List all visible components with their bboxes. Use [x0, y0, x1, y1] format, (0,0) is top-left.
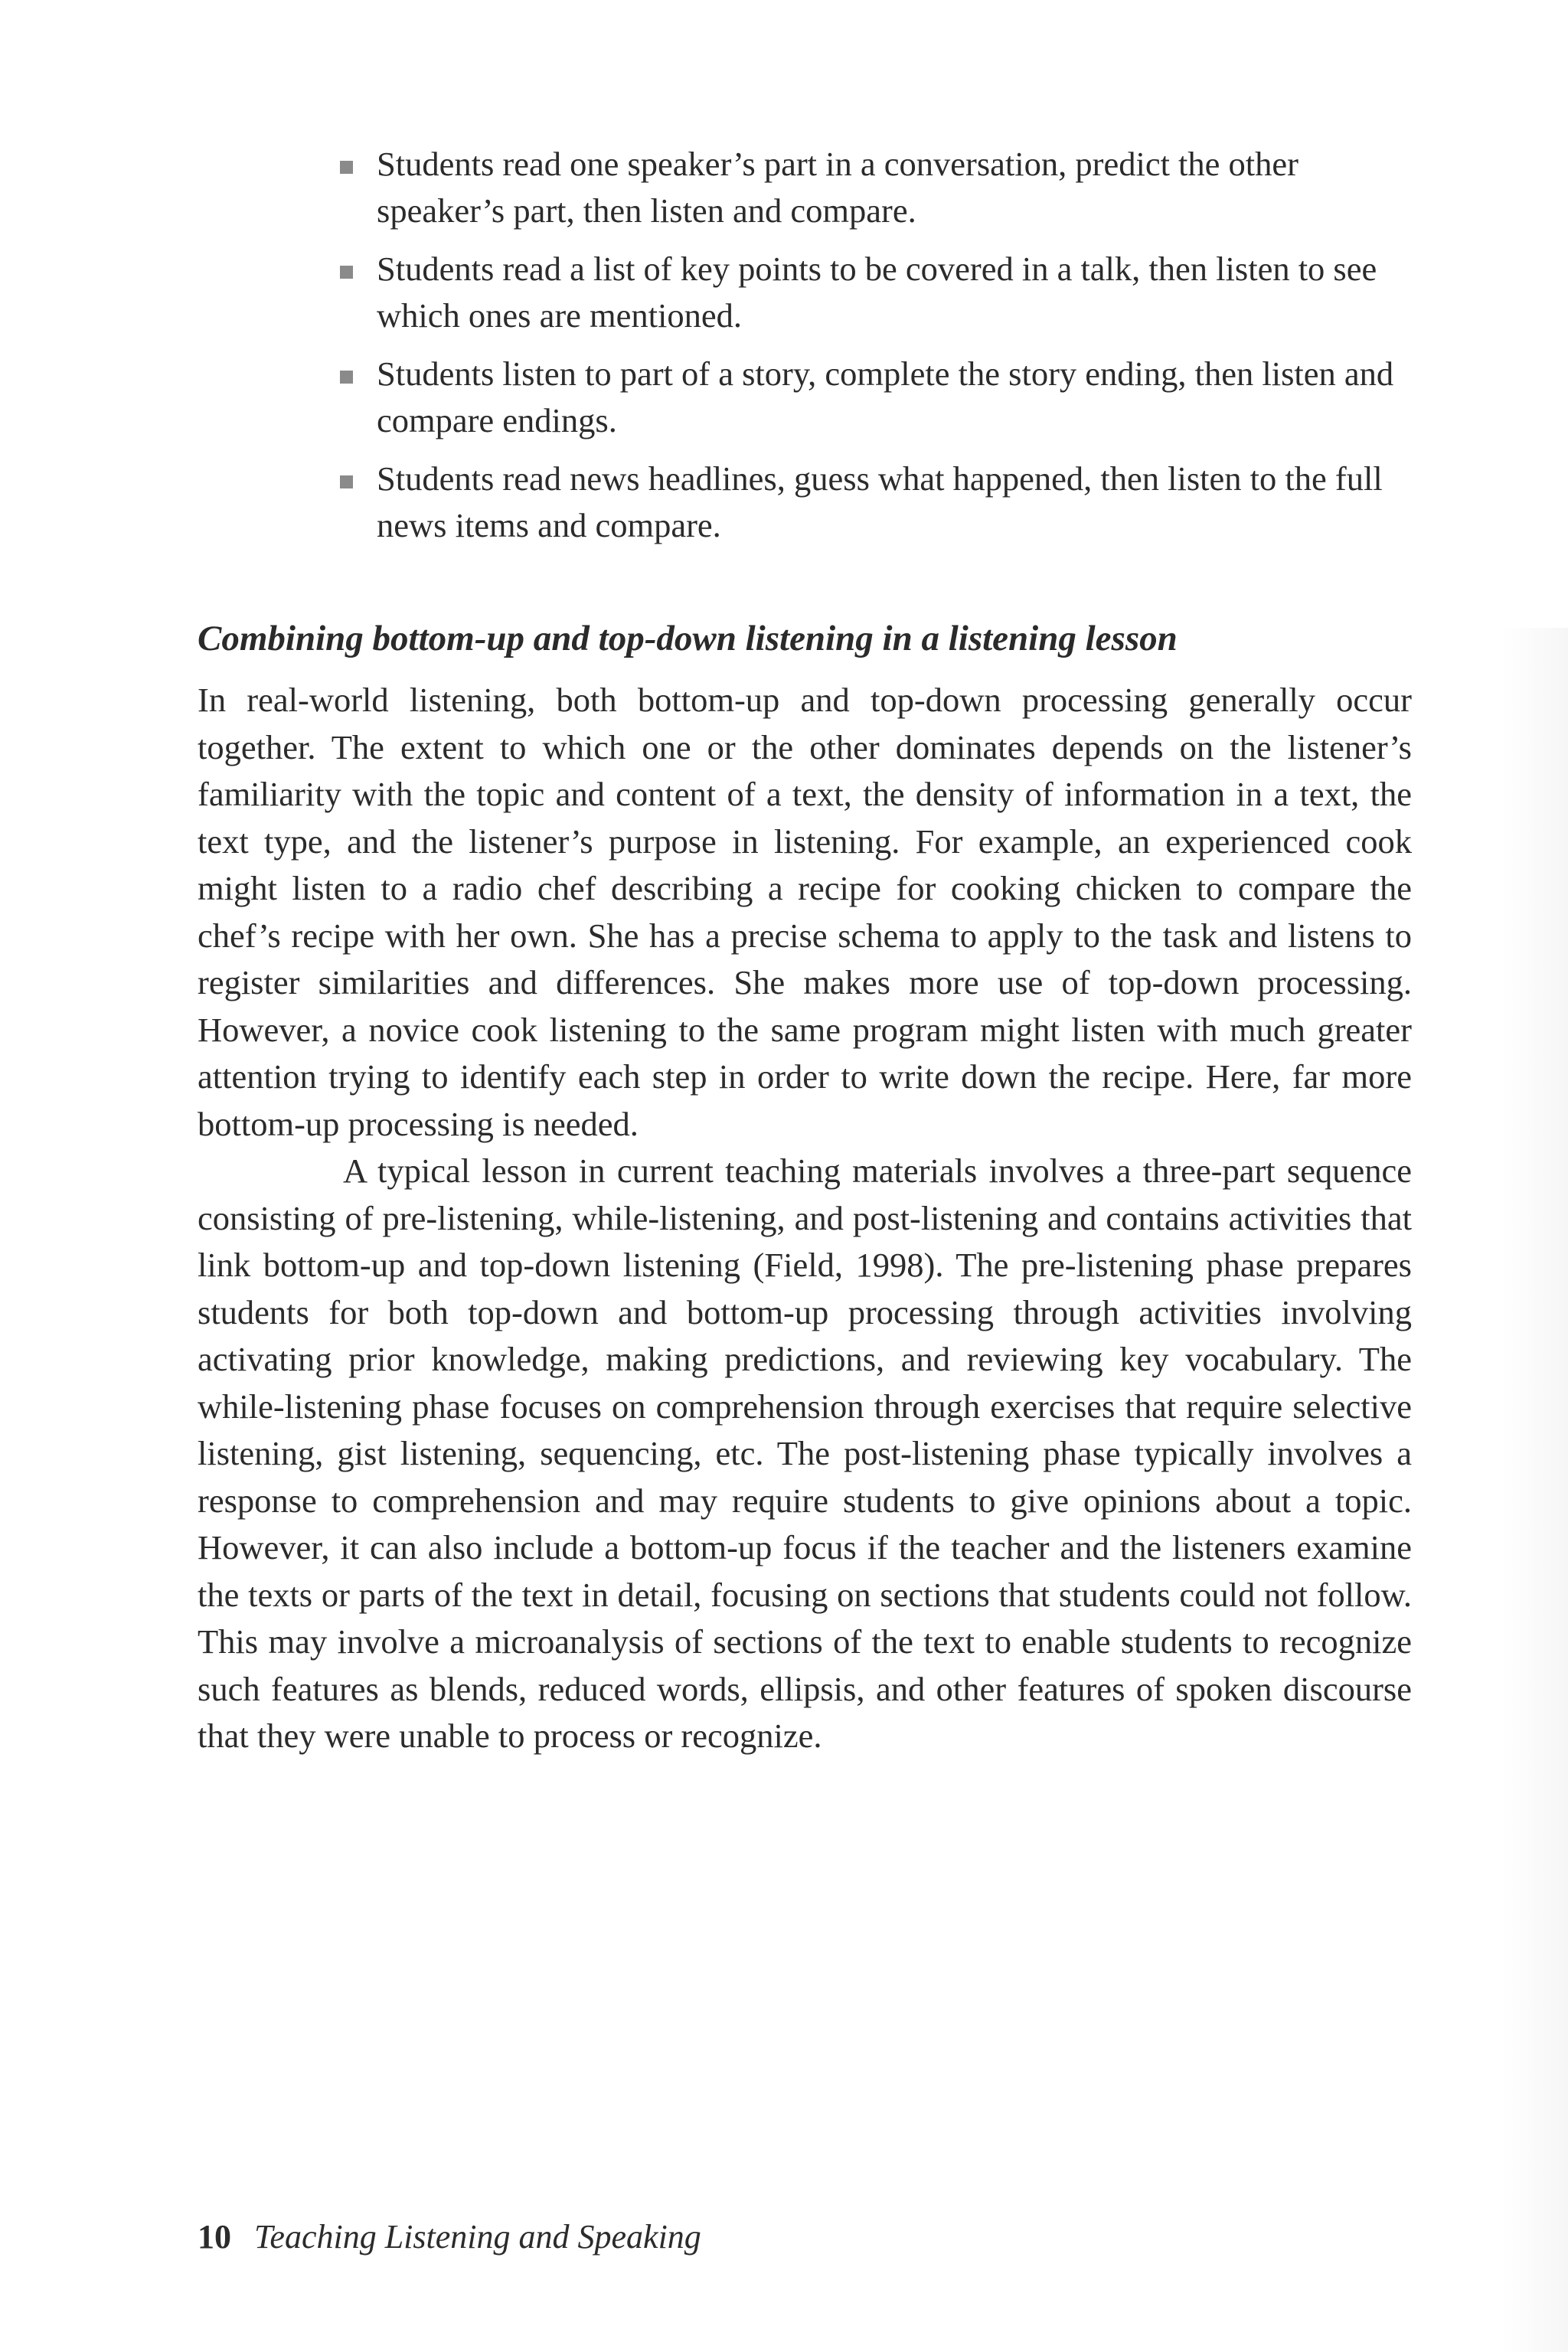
page-number: 10: [198, 2218, 231, 2256]
bullet-text: Students listen to part of a story, complete the story ending, then listen and compare endings.: [377, 354, 1394, 439]
list-item: [340, 351, 1419, 444]
list-item: [340, 141, 1419, 234]
list-item: [340, 456, 1419, 549]
body-text: [198, 677, 1412, 1760]
page-footer: [198, 2214, 701, 2260]
square-bullet-icon: [340, 475, 353, 488]
square-bullet-icon: [340, 266, 353, 279]
section-heading: Combining bottom-up and top-down listening in a listening lesson: [198, 619, 1178, 658]
bullet-list: [340, 141, 1419, 560]
bullet-text: Students read a list of key points to be covered in a talk, then listen to see which ones are mentioned.: [377, 250, 1377, 335]
running-title: Teaching Listening and Speaking: [254, 2218, 701, 2256]
paragraph: A typical lesson in current teaching materials involves a three-part sequence consisting of pre-listening, while-listening, and post-listening and contains activities that link bottom-up and top-down listening (Field, 1998). The pre-listening phase prepares students for both top-down and bottom-up processing through activities involving activating prior knowledge, making predictions, and reviewing key vocabulary. The while-listening phase focuses on comprehension through exercises that require selective listening, gist listening, sequencing, etc. The post-listening phase typically involves a response to comprehension and may require students to give opinions about a topic. However, it can also include a bottom-up focus if the teacher and the listeners examine the texts or parts of the text in detail, focusing on sections that students could not follow. This may involve a microanalysis of sections of the text to enable students to recognize such features as blends, reduced words, ellipsis, and other features of spoken discourse that they were unable to process or recognize.: [198, 1152, 1412, 1755]
list-item: [340, 246, 1419, 339]
square-bullet-icon: [340, 161, 353, 174]
bullet-text: Students read news headlines, guess what happened, then listen to the full news items and compare.: [377, 459, 1383, 544]
square-bullet-icon: [340, 371, 353, 384]
paragraph: In real-world listening, both bottom-up and top-down processing generally occur together. The extent to which one or the other dominates depends on the listener’s familiarity with the topic and content of a text, the density of information in a text, the text type, and the listener’s purpose in listening. For example, an experienced cook might listen to a radio chef describing a recipe for cooking chicken to compare the chef’s recipe with her own. She has a precise schema to apply to the task and listens to register similarities and differences. She makes more use of top-down processing. However, a novice cook listening to the same program might listen with much greater attention trying to identify each step in order to write down the recipe. Here, far more bottom-up processing is needed.: [198, 681, 1412, 1143]
bullet-text: Students read one speaker’s part in a conversation, predict the other speaker’s part, then listen and compare.: [377, 145, 1298, 230]
page-edge-shadow: [1501, 628, 1568, 2352]
